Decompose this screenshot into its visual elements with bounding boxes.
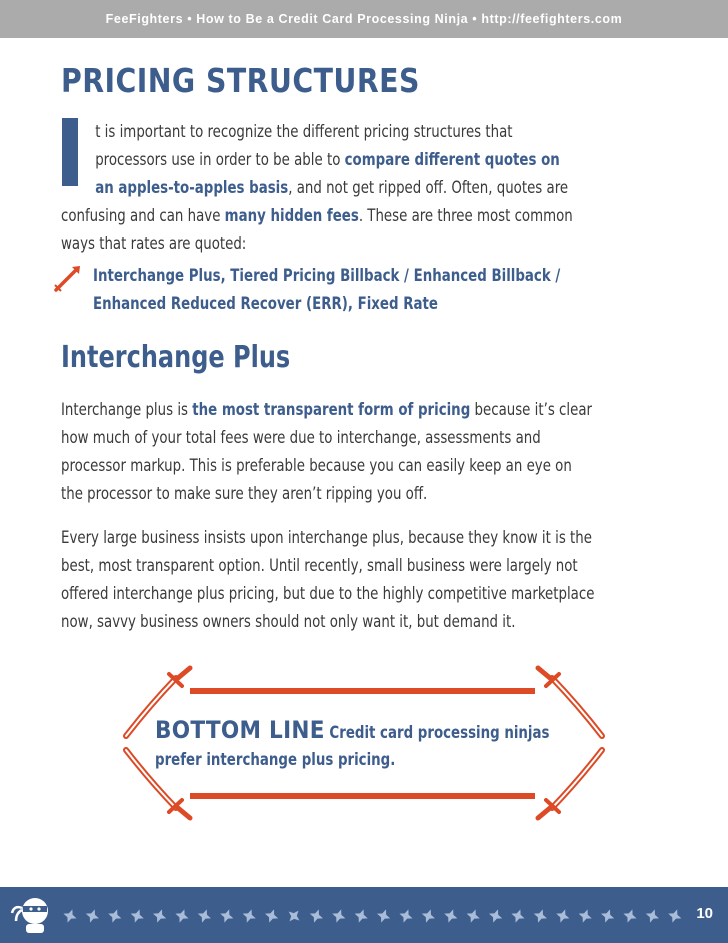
paragraph-line: processor markup. This is preferable because you can easily keep an eye on xyxy=(61,456,572,475)
shuriken-icon xyxy=(352,907,370,925)
page-number: 10 xyxy=(696,905,713,922)
intro-paragraph xyxy=(61,118,673,258)
intro-text: processors use in order to be able to xyxy=(95,150,345,169)
bottom-line-text: Credit card processing ninjas xyxy=(324,723,550,742)
shuriken-icon xyxy=(173,907,191,925)
paragraph-line: offered interchange plus pricing, but due to the highly competitive marketplace xyxy=(61,584,595,603)
shuriken-icon xyxy=(330,907,348,925)
intro-text: confusing and can have xyxy=(61,206,225,225)
interchange-paragraph-2 xyxy=(61,524,594,636)
paragraph-line: how much of your total fees were due to interchange, assessments and xyxy=(61,428,541,447)
intro-line-5: ways that rates are quoted: xyxy=(61,234,247,253)
paragraph-line: best, most transparent option. Until recently, small business were largely not xyxy=(61,556,578,575)
bottom-line-row-1 xyxy=(155,717,549,746)
shuriken-icon xyxy=(307,907,325,925)
arrow-bullet-icon xyxy=(52,264,82,294)
shuriken-icon xyxy=(464,907,482,925)
shuriken-icon xyxy=(442,907,460,925)
interchange-heading: Interchange Plus xyxy=(61,340,291,375)
section-title: PRICING STRUCTURES xyxy=(61,61,420,100)
shuriken-icon xyxy=(83,907,101,925)
intro-line-4 xyxy=(61,202,673,230)
shuriken-icon xyxy=(263,907,281,925)
shuriken-icon xyxy=(128,907,146,925)
page-header xyxy=(0,0,728,38)
shuriken-icon xyxy=(397,907,415,925)
ninja-logo-icon xyxy=(8,891,56,941)
paragraph-text: because it’s clear xyxy=(470,400,592,419)
shuriken-icon xyxy=(576,907,594,925)
shuriken-icon xyxy=(375,907,393,925)
intro-highlight: many hidden fees xyxy=(224,206,359,225)
intro-line-1: t is important to recognize the different pricing structures that xyxy=(95,122,513,141)
intro-line-2 xyxy=(61,146,673,174)
shuriken-icon xyxy=(621,907,639,925)
shuriken-icon xyxy=(195,907,213,925)
shuriken-icon xyxy=(509,907,527,925)
paragraph-line: now, savvy business owners should not only want it, but demand it. xyxy=(61,612,516,631)
page-footer xyxy=(0,887,728,943)
shuriken-icon xyxy=(62,907,79,925)
shuriken-icon xyxy=(106,907,124,925)
shuriken-icon xyxy=(283,905,306,928)
shuriken-icon xyxy=(531,907,549,925)
intro-highlight: an apples-to-apples basis xyxy=(95,178,289,197)
shuriken-icon xyxy=(487,907,505,925)
pricing-types-callout xyxy=(93,262,560,318)
shuriken-icon xyxy=(666,907,684,925)
shuriken-icon xyxy=(218,907,236,925)
callout-line-2: Enhanced Reduced Recover (ERR), Fixed Rate xyxy=(93,294,438,313)
intro-line-3 xyxy=(61,174,673,202)
shuriken-row xyxy=(62,901,702,931)
intro-text: , and not get ripped off. Often, quotes are xyxy=(288,178,569,197)
callout-line-1: Interchange Plus, Tiered Pricing Billback / Enhanced Billback / xyxy=(93,266,561,285)
intro-highlight: compare different quotes on xyxy=(344,150,560,169)
shuriken-icon xyxy=(151,907,169,925)
shuriken-icon xyxy=(599,907,617,925)
shuriken-icon xyxy=(554,907,572,925)
header-text: FeeFighters • How to Be a Credit Card Processing Ninja • http://feefighters.com xyxy=(105,12,623,26)
bottom-line-callout xyxy=(155,717,549,773)
paragraph-line: the processor to make sure they aren’t ripping you off. xyxy=(61,484,428,503)
shuriken-icon xyxy=(419,907,437,925)
intro-text: . These are three most common xyxy=(358,206,573,225)
shuriken-icon xyxy=(643,907,661,925)
interchange-paragraph-1 xyxy=(61,396,592,508)
paragraph-line: Every large business insists upon interchange plus, because they know it is the xyxy=(61,528,592,547)
shuriken-icon xyxy=(240,907,258,925)
paragraph-line xyxy=(61,396,592,424)
paragraph-highlight: the most transparent form of pricing xyxy=(192,400,471,419)
paragraph-text: Interchange plus is xyxy=(61,400,193,419)
bottom-line-row-2: prefer interchange plus pricing. xyxy=(155,750,396,769)
bottom-line-label: BOTTOM LINE xyxy=(155,716,325,744)
